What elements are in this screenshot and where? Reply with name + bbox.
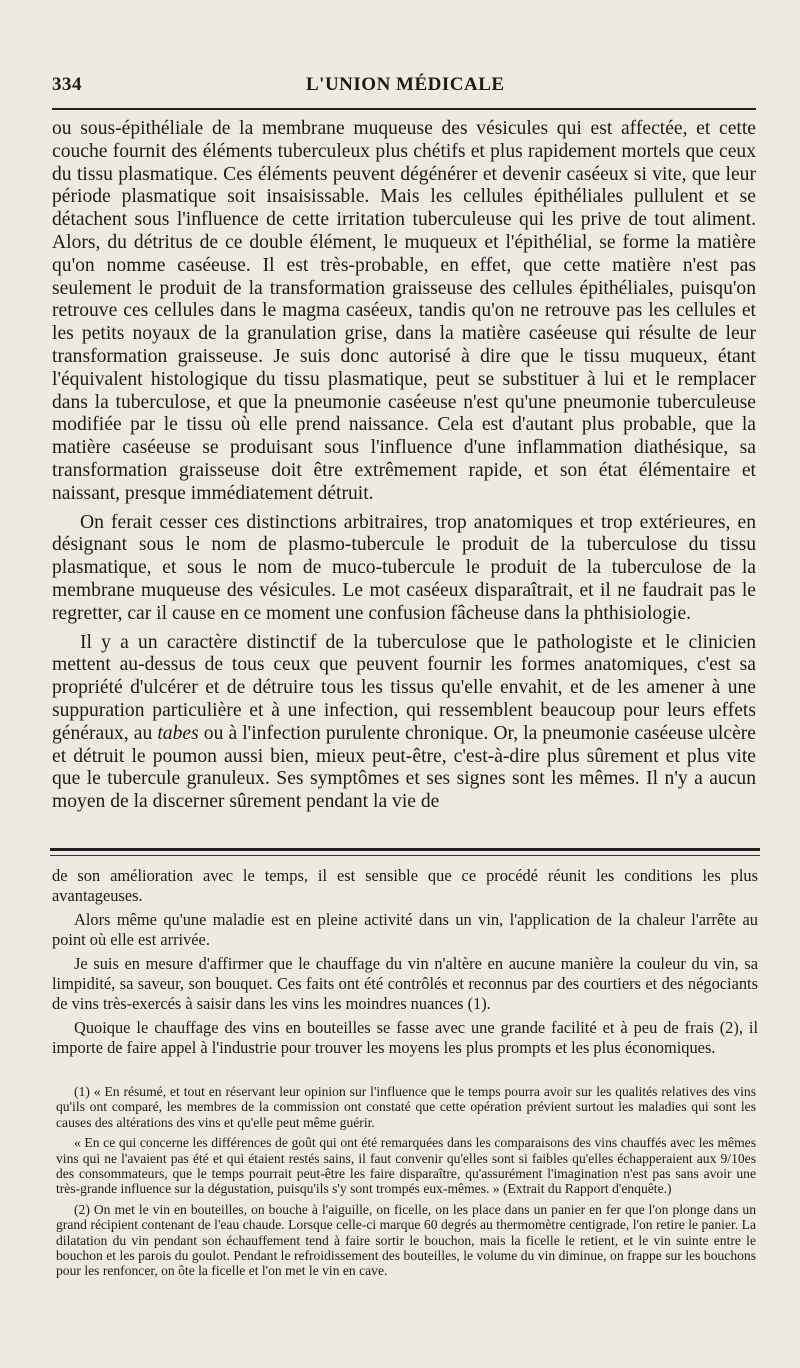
running-title: L'UNION MÉDICALE [306,74,505,95]
running-header [52,74,754,100]
page-number: 334 [52,74,82,95]
footnote-1: (1) « En résumé, et tout en réservant leur opinion sur l'influence que le temps pourra avoir sur les qualités relatives des vins qu'ils ont comparé, les membres de la commission ont constaté que cette opération prévient surtout les maladies qui sont les causes des altérations des vins et qu'elle peut même guérir. [56,1084,756,1130]
header-rule [52,108,756,110]
lower-paragraph-2: Alors même qu'une maladie est en pleine activité dans un vin, l'application de la chaleur l'arrête au point où elle est arrivée. [52,910,758,949]
section-divider-thick [50,848,760,851]
main-paragraph-1: ou sous-épithéliale de la membrane muqueuse des vésicules qui est affectée, et cette couche fournit des éléments tuberculeux plus chétifs et plus rapidement mortels que ceux du tissu plasmatique. Ces éléments peuvent dégénérer et devenir caséeux si vite, que leur période plasmatique soit insaisissable. Mais les cellules épithéliales pullulent et se détachent sous l'influence de cette irritation tuberculeuse qui les prive de tout aliment. Alors, du détritus de ce double élément, le muqueux et l'épithélial, se forme la matière qu'on nomme caséeuse. Il est très-probable, en effet, que cette matière n'est pas seulement le produit de la transformation graisseuse des cellules épithéliales, puisqu'on retrouve ces cellules dans le magma caséeux, tandis qu'on ne retrouve pas les cellules et les petits noyaux de la granulation grise, dans la matière caséeuse qui résulte de leur transformation graisseuse. Je suis donc autorisé à dire que le tissu muqueux, étant l'équivalent histologique du tissu plasmatique, peut se substituer à lui et le remplacer dans la tuberculose, et que la pneumonie caséeuse n'est qu'une pneumonie tuberculeuse modifiée par le tissu où elle prend naissance. Cela est d'autant plus probable, que la matière caséeuse se produisant sous l'influence d'une inflammation diathésique, sa transformation graisseuse doit être extrêmement rapide, et son état élémentaire et naissant, presque immédiatement détruit. [52,118,756,504]
footnotes [56,1084,756,1284]
lower-article-text [52,866,758,1062]
main-paragraph-3-part-b: ou à l'infection purulente chronique. Or, la pneumonie caséeuse ulcère et détruit le poumon aussi bien, mieux peut-être, c'est-à-dire plus sûrement et plus vite que le tubercule granuleux. Ses symptômes et ses signes sont les mêmes. Il n'y a aucun moyen de la discerner sûrement pendant la vie de [52,722,756,813]
main-paragraph-2: On ferait cesser ces distinctions arbitraires, trop anatomiques et trop extérieures, en désignant sous le nom de plasmo-tubercule le produit de la tuberculose du tissu plasmatique, et sous le nom de muco-tubercule le produit de la tuberculose de la membrane muqueuse des vésicules. Le mot caséeux disparaîtrait, et il ne faudrait pas le regretter, car il cause en ce moment une confusion fâcheuse dans la phthisiologie. [52,511,756,624]
footnote-1-continued: « En ce qui concerne les différences de goût qui ont été remarquées dans les comparaisons des vins chauffés avec les mêmes vins qui ne l'avaient pas été et qui étaient restés sains, il faut convenir qu'elles sont si faibles qu'elles échapperaient aux 9/10es des consommateurs, que le temps pourrait peut-être les faire disparaître, qu'assurément l'imagination n'est pas sans avoir une très-grande influence sur la dégustation, puisqu'ils s'y sont trompés eux-mêmes. » (Extrait du Rapport d'enquête.) [56,1135,756,1197]
main-article-text [52,118,756,814]
footnote-2: (2) On met le vin en bouteilles, on bouche à l'aiguille, on ficelle, on les place dans un panier en fer que l'on plonge dans un grand récipient contenant de l'eau chaude. Lorsque celle-ci marque 60 degrés au thermomètre centigrade, l'on retire le panier. La dilatation du vin pendant son échauffement tend à faire sortir le bouchon, mais la ficelle le retient, et le vin suinte entre le bouchon et les parois du goulot. Pendant le refroidissement des bouteilles, le volume du vin diminue, on frappe sur les bouchons pour les renfoncer, on ôte la ficelle et l'on met le vin en cave. [56,1201,756,1279]
main-paragraph-3-part-a: Il y a un caractère distinctif de la tuberculose que le pathologiste et le clinicien mettent au-dessus de tous ceux que peuvent fournir les formes anatomiques, c'est sa propriété d'ulcérer et de détruire tous les tissus qu'elle envahit, et de les amener à une suppuration particulière et à une infection, qui ressemblent beaucoup pour leurs effets généraux, au [52,631,756,744]
main-paragraph-3 [52,632,756,814]
lower-paragraph-4: Quoique le chauffage des vins en bouteilles se fasse avec une grande facilité et à peu de frais (2), il importe de faire appel à l'industrie pour trouver les moyens les plus prompts et les plus économiques. [52,1018,758,1057]
lower-paragraph-1: de son amélioration avec le temps, il est sensible que ce procédé réunit les conditions les plus avantageuses. [52,866,758,905]
italic-tabes: tabes [157,722,199,744]
lower-paragraph-3: Je suis en mesure d'affirmer que le chauffage du vin n'altère en aucune manière la couleur du vin, sa limpidité, sa saveur, son bouquet. Ces faits ont été contrôlés et reconnus par des courtiers et des négociants de vins très-exercés à saisir dans les vins les moindres nuances (1). [52,954,758,1013]
section-divider-thin [50,855,760,856]
